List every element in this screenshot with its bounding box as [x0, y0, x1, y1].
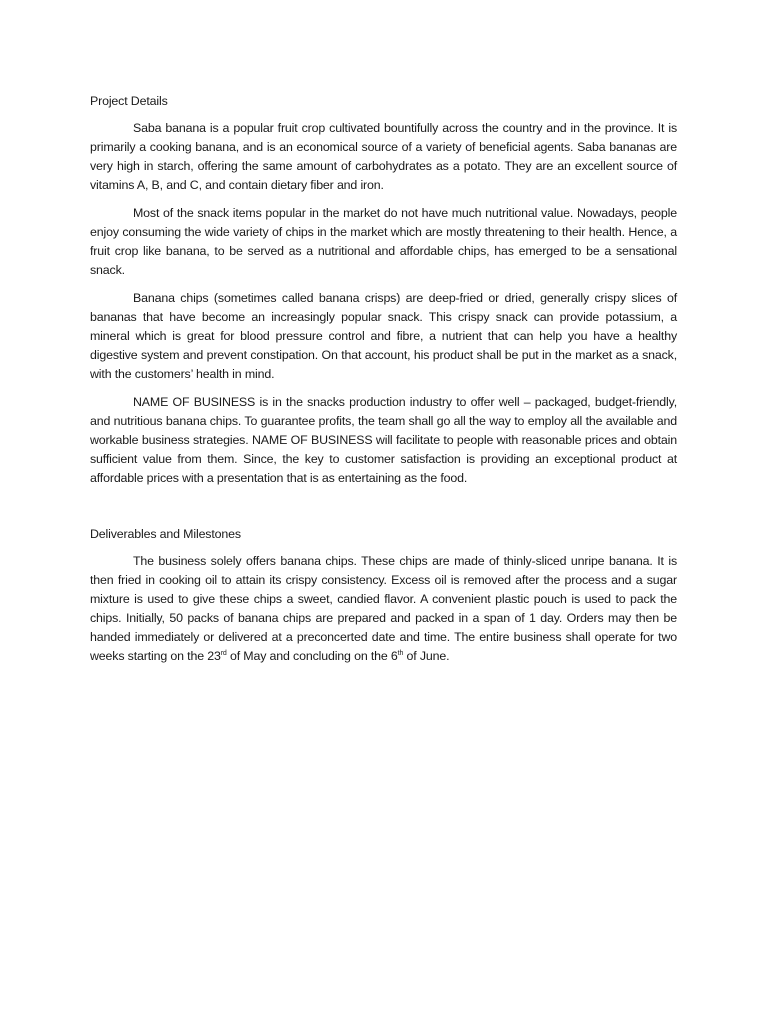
- document-body: [90, 92, 677, 675]
- ordinal-suffix: th: [397, 650, 404, 657]
- ordinal-suffix: rd: [220, 650, 227, 657]
- paragraph: Saba banana is a popular fruit crop cultivated bountifully across the country and in the province. It is primarily a cooking banana, and is an economical source of a variety of beneficial agents. Saba bananas are very high in starch, offering the same amount of carbohydrates as a potato. They are an excellent source of vitamins A, B, and C, and contain dietary fiber and iron.: [90, 121, 677, 192]
- paragraph: NAME OF BUSINESS is in the snacks production industry to offer well – packaged, budget-friendly, and nutritious banana chips. To guarantee profits, the team shall go all the way to employ all the available and workable business strategies. NAME OF BUSINESS will facilitate to people with reasonable prices and obtain sufficient value from them. Since, the key to customer satisfaction is providing an exceptional product at affordable prices with a presentation that is as entertaining as the food.: [90, 395, 677, 485]
- paragraph-text: of June.: [403, 649, 450, 663]
- paragraph-deliverables: [90, 552, 677, 666]
- paragraph: Banana chips (sometimes called banana crisps) are deep-fried or dried, generally crispy slices of bananas that have become an increasingly popular snack. This crispy snack can provide potassium, a mineral which is great for blood pressure control and fibre, a nutrient that can help you have a healthy digestive system and prevent constipation. On that account, his product shall be put in the market as a snack, with the customers’ health in mind.: [90, 291, 677, 381]
- paragraph-text: of May and concluding on the 6: [226, 649, 398, 663]
- paragraph-text: The business solely offers banana chips. These chips are made of thinly-sliced unripe banana. It is then fried in cooking oil to attain its crispy consistency. Excess oil is removed after the process and a sugar mixture is used to give these chips a sweet, candied flavor. A convenient plastic pouch is used to pack the chips. Initially, 50 packs of banana chips are prepared and packed in a span of 1 day. Orders may then be handed immediately or delivered at a preconcerted date and time. The entire business shall operate for two weeks starting on the 23: [90, 554, 677, 663]
- paragraph: Most of the snack items popular in the market do not have much nutritional value. Nowadays, people enjoy consuming the wide variety of chips in the market which are mostly threatening to their health. Hence, a fruit crop like banana, to be served as a nutritional and affordable chips, has emerged to be a sensational snack.: [90, 206, 677, 277]
- section-heading-project-details: Project Details: [90, 94, 168, 108]
- section-heading-deliverables: Deliverables and Milestones: [90, 527, 241, 541]
- section-spacer: [90, 497, 677, 525]
